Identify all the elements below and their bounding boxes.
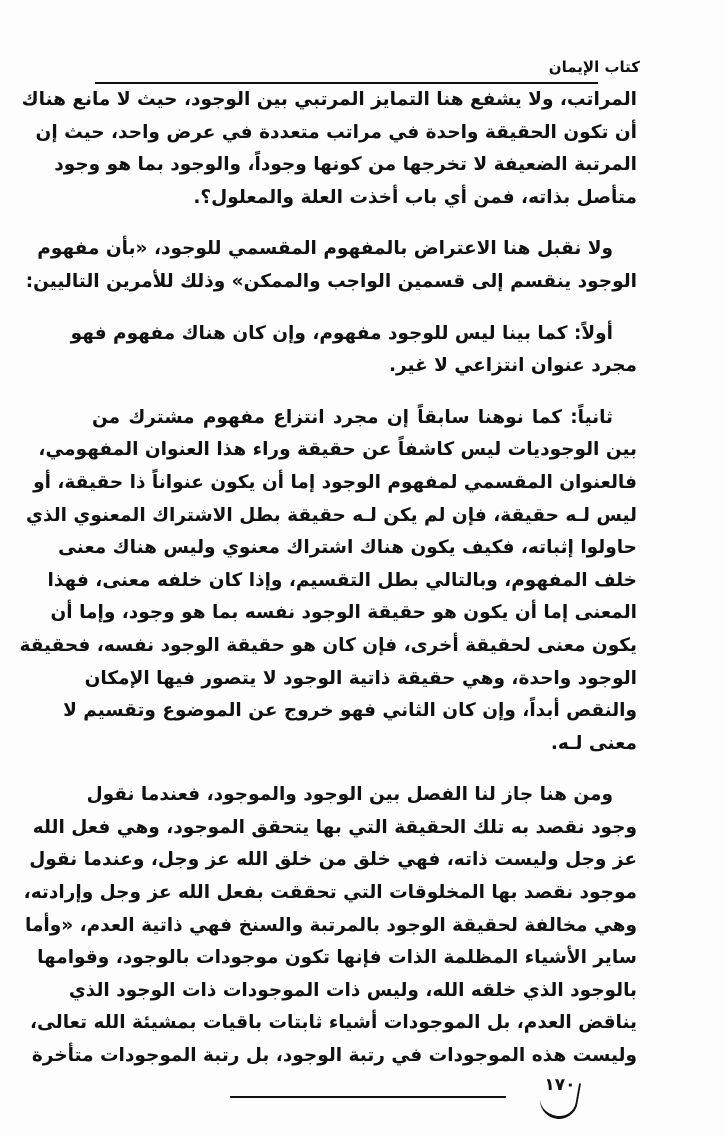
text-line: يكون معنى لحقيقة أخرى، فإن كان هو حقيقة الوجود نفسه، فحقيقة bbox=[19, 634, 637, 656]
text-line: وهي مخالفة لحقيقة الوجود بالمرتبة والسنخ فهي ذاتية العدم، «وأما bbox=[25, 914, 637, 936]
text-line: وجود نقصد به تلك الحقيقة التي بها يتحقق الموجود، وهي فعل الله bbox=[32, 816, 637, 838]
paragraph bbox=[23, 779, 637, 1072]
text-line: والنقص أبداً، وإن كان الثاني فهو خروج عن الموضوع وتقسيم لا bbox=[63, 700, 637, 722]
text-line: مجرد عنوان انتزاعي لا غير. bbox=[388, 355, 637, 377]
text-line: ثانياً: كما نوهنا سابقاً إن مجرد انتزاع مفهوم مشترك من bbox=[92, 406, 613, 428]
text-line: معنى لـه. bbox=[550, 732, 637, 754]
text-line: ومن هنا جاز لنا الفصل بين الوجود والموجود، فعندما نقول bbox=[86, 784, 613, 806]
text-line: الوجود واحدة، وهي حقيقة ذاتية الوجود لا يتصور فيها الإمكان bbox=[84, 667, 637, 689]
text-line: فالعنوان المقسمي لمفهوم الوجود إما أن يكون عنواناً ذا حقيقة، أو bbox=[33, 471, 637, 493]
paragraph bbox=[21, 84, 637, 214]
text-line: ليس لـه حقيقة، فإن لم يكن لـه حقيقة بطل الاشتراك المعنوي الذي bbox=[26, 504, 637, 526]
text-line: أن تكون الحقيقة واحدة في مراتب متعددة في عرض واحد، حيث إن bbox=[35, 121, 637, 143]
text-line: ولا نقبل هنا الاعتراض بالمفهوم المقسمي للوجود، «بأن مفهوم bbox=[37, 238, 613, 260]
page-body bbox=[19, 84, 637, 1092]
text-line: الوجود ينقسم إلى قسمين الواجب والممكن» وذلك للأمرين التاليين: bbox=[25, 270, 637, 292]
text-line: المعنى إما أن يكون هو حقيقة الوجود نفسه بما هو وجود، وإما أن bbox=[50, 602, 637, 624]
paragraph bbox=[25, 233, 637, 298]
text-line: المرتبة الضعيفة لا تخرجها من كونها وجوداً، والوجود بما هو وجود bbox=[54, 154, 637, 176]
book-title: كتاب الإيمان bbox=[548, 58, 640, 76]
text-line: متأصل بذاته، فمن أي باب أخذت العلة والمعلول؟. bbox=[193, 186, 637, 208]
text-line: بالوجود الذي خلقه الله، وليس ذات الموجودات ذات الوجود الذي bbox=[68, 979, 637, 1001]
text-line: عز وجل وليست ذاته، فهي خلق من خلق الله عز وجل، وعندما نقول bbox=[29, 849, 637, 871]
text-line: أولاً: كما بينا ليس للوجود مفهوم، وإن كان هناك مفهوم فهو bbox=[70, 322, 613, 344]
text-line: موجود نقصد بها المخلوقات التي تحققت بفعل الله عز وجل وإرادته، bbox=[23, 882, 637, 904]
text-line: وليست هذه الموجودات في رتبة الوجود، بل رتبة الموجودات متأخرة bbox=[31, 1045, 637, 1067]
text-line: حاولوا إثباته، فكيف يكون هناك اشتراك معنوي وليس هناك معنى bbox=[58, 537, 637, 559]
text-line: المراتب، ولا يشفع هنا التمايز المرتبي بين الوجود، حيث لا مانع هناك bbox=[21, 89, 637, 110]
text-line: خلف المفهوم، وبالتالي بطل التقسيم، وإذا كان خلفه معنى، فهذا bbox=[47, 569, 637, 591]
paragraph bbox=[19, 402, 637, 761]
text-line: يناقض العدم، بل الموجودات أشياء ثابتات باقيات بمشيئة الله تعالى، bbox=[30, 1012, 637, 1034]
text-line: بين الوجوديات ليس كاشفاً عن حقيقة وراء هذا العنوان المفهومي، bbox=[38, 439, 637, 461]
text-line: ساير الأشياء المظلمة الذات فإنها تكون موجودات بالوجود، وقوامها bbox=[37, 947, 637, 969]
paragraph bbox=[70, 318, 637, 383]
page-number: ١٧٠ bbox=[544, 1075, 576, 1095]
footer-rule bbox=[230, 1096, 506, 1098]
